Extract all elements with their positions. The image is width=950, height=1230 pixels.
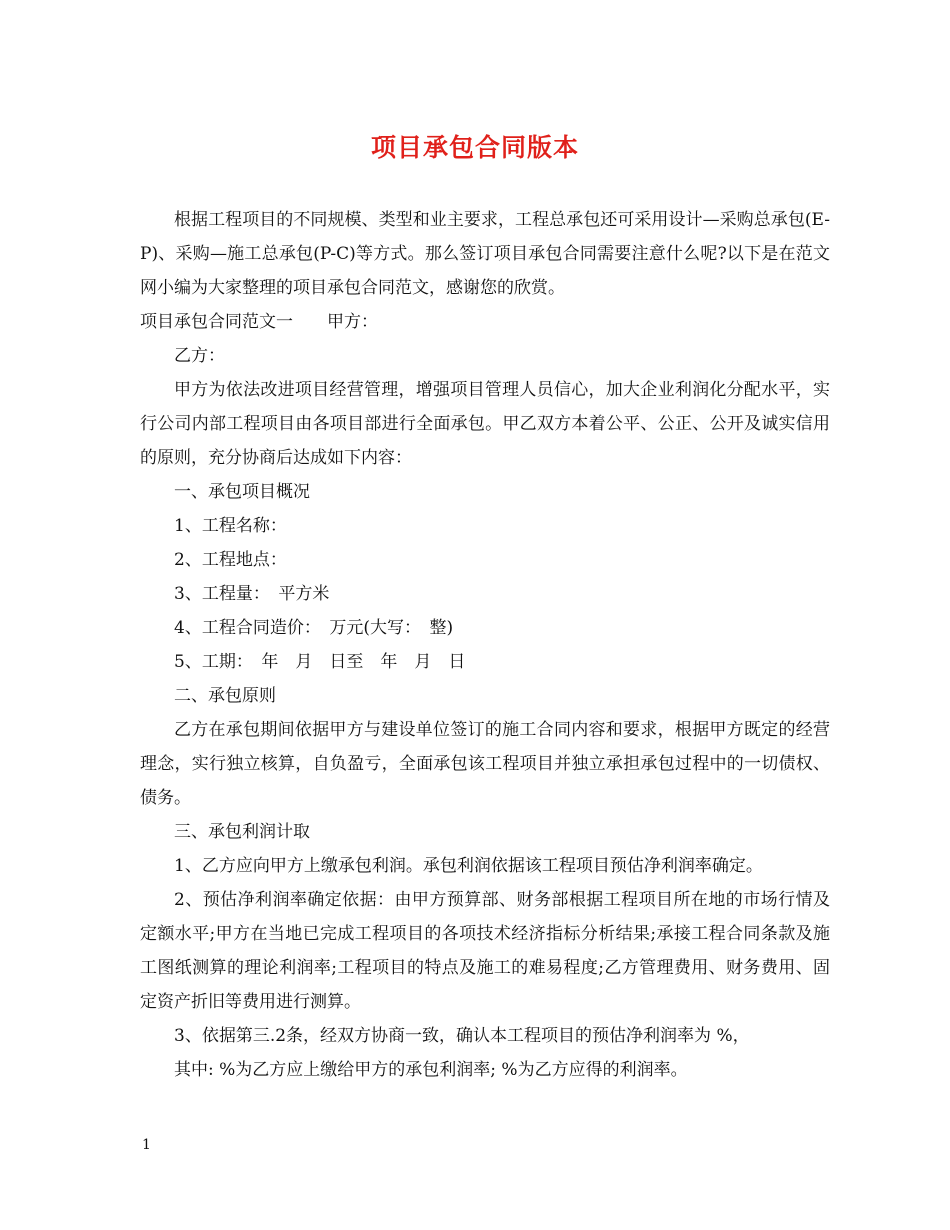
profit-clause-2: 2、预估净利润率确定依据：由甲方预算部、财务部根据工程项目所在地的市场行情及定额水平;甲方在当地已完成工程项目的各项技术经济指标分析结果;承接工程合同条款及施工图纸测算的理论利润率;工程项目的特点及施工的难易程度;乙方管理费用、财务费用、固定资产折旧等费用进行测算。	[140, 890, 830, 1012]
project-name-line: 1、工程名称：	[174, 516, 287, 536]
contract-sample-heading: 项目承包合同范文一 甲方：	[140, 312, 378, 332]
section-heading-principles: 二、承包原则	[174, 686, 276, 706]
document-body	[140, 203, 830, 1087]
project-quantity-line: 3、工程量： 平方米	[174, 584, 330, 604]
section-heading-overview: 一、承包项目概况	[174, 482, 310, 502]
contract-price-line: 4、工程合同造价： 万元(大写： 整)	[174, 618, 454, 638]
intro-paragraph: 根据工程项目的不同规模、类型和业主要求，工程总承包还可采用设计—采购总承包(E-P)、采购—施工总承包(P-C)等方式。那么签订项目承包合同需要注意什么呢?以下是在范文网小编为大家整理的项目承包合同范文，感谢您的欣赏。	[140, 210, 830, 298]
section-heading-profit: 三、承包利润计取	[174, 822, 310, 842]
page-number: 1	[142, 1137, 151, 1153]
document-title: 项目承包合同版本	[370, 133, 579, 162]
principles-paragraph: 乙方在承包期间依据甲方与建设单位签订的施工合同内容和要求，根据甲方既定的经营理念，实行独立核算，自负盈亏，全面承包该工程项目并独立承担承包过程中的一切债权、债务。	[140, 720, 830, 808]
construction-period-line: 5、工期： 年 月 日至 年 月 日	[174, 652, 466, 672]
purpose-paragraph: 甲方为依法改进项目经营管理，增强项目管理人员信心，加大企业利润化分配水平，实行公司内部工程项目由各项目部进行全面承包。甲乙双方本着公平、公正、公开及诚实信用的原则，充分协商后达成如下内容：	[140, 380, 830, 468]
profit-clause-3: 3、依据第三.2条，经双方协商一致，确认本工程项目的预估净利润率为 %，	[174, 1026, 750, 1046]
profit-clause-3-detail: 其中: %为乙方应上缴给甲方的承包利润率; %为乙方应得的利润率。	[174, 1060, 688, 1080]
project-location-line: 2、工程地点：	[174, 550, 287, 570]
party-b-line: 乙方：	[174, 346, 225, 366]
profit-clause-1: 1、乙方应向甲方上缴承包利润。承包利润依据该工程项目预估净利润率确定。	[174, 856, 763, 876]
